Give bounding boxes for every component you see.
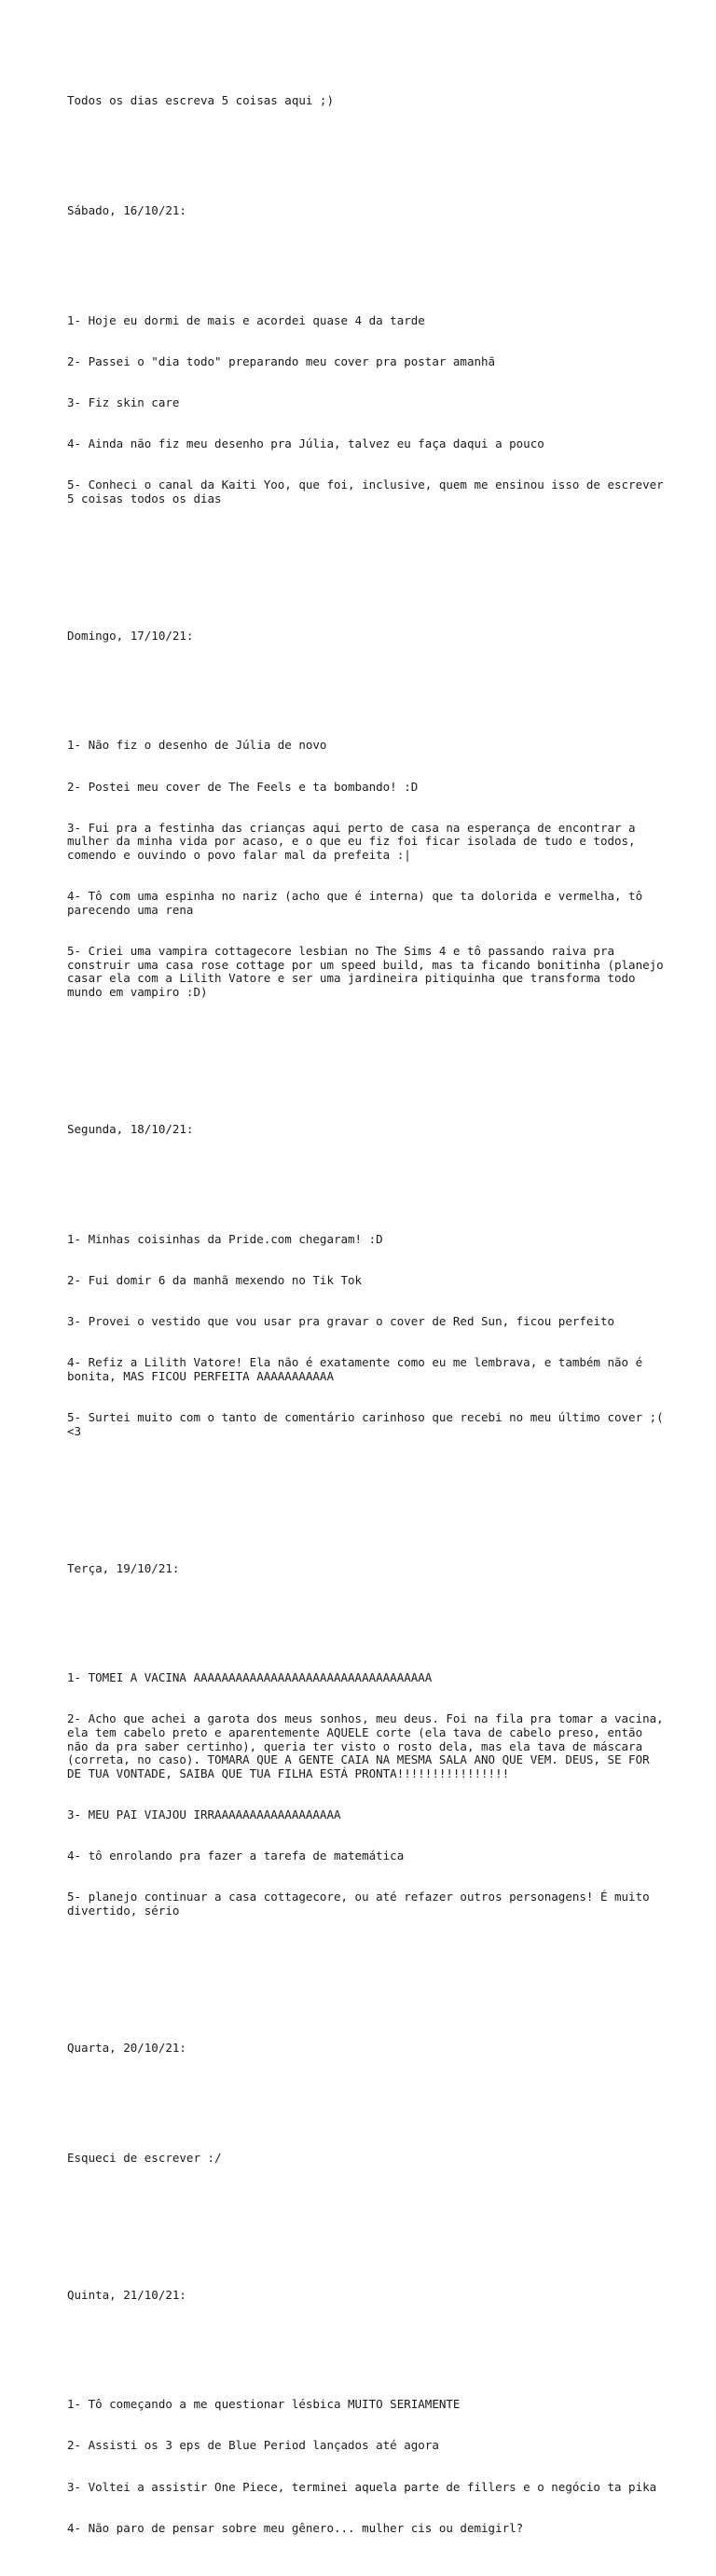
list-item: 5- Surtei muito com o tanto de comentário carinhoso que recebi no meu último cover ;( <3	[67, 1409, 671, 1438]
day-heading: Sábado, 16/10/21:	[67, 203, 186, 218]
day-heading: Segunda, 18/10/21:	[67, 1122, 194, 1137]
list-item: 1- Não fiz o desenho de Júlia de novo	[67, 738, 327, 753]
day-entries	[67, 2124, 664, 2193]
document-page	[67, 67, 671, 2576]
day-heading: Quinta, 21/10/21:	[67, 2287, 186, 2302]
intro-line: Todos os dias escreva 5 coisas aqui ;)	[67, 93, 334, 108]
day-entries	[67, 1205, 671, 1465]
list-item: 4- tô enrolando pra fazer a tarefa de matemática	[67, 1849, 405, 1863]
list-item: 4- Tô com uma espinha no nariz (acho que é interna) que ta dolorida e vermelha, tô parecendo uma rena	[67, 889, 650, 917]
list-item: 3- Fui pra a festinha das crianças aqui perto de casa na esperança de encontrar a mulher da minha vida por acaso, e o que eu fiz foi ficar isolada de tudo e todos, comendo e ouvindo o povo falar mal da prefeita :|	[67, 820, 643, 863]
day-entries	[67, 1644, 671, 1946]
list-item: 5- planejo continuar a casa cottagecore, ou até refazer outros personagens! É muito divertido, sério	[67, 1890, 657, 1918]
day-heading: Domingo, 17/10/21:	[67, 628, 194, 643]
list-item: 4- Não paro de pensar sobre meu gênero... mulher cis ou demigirl?	[67, 2520, 524, 2535]
list-item: 2- Passei o "dia todo" preparando meu cover pra postar amanhã	[67, 353, 496, 368]
day-heading: Terça, 19/10/21:	[67, 1560, 180, 1575]
list-item: 2- Assisti os 3 eps de Blue Period lançados até agora	[67, 2438, 439, 2453]
list-item: 1- Tô começando a me questionar lésbica MUITO SERIAMENTE	[67, 2397, 461, 2412]
list-item: 1- Minhas coisinhas da Pride.com chegaram! :D	[67, 1231, 383, 1246]
list-item: Esqueci de escrever :/	[67, 2150, 222, 2165]
list-item: 3- MEU PAI VIAJOU IRRAAAAAAAAAAAAAAAAAA	[67, 1807, 341, 1822]
list-item: 2- Acho que achei a garota dos meus sonhos, meu deus. Foi na fila pra tomar a vacina, ela tem cabelo preto e aparentemente AQUELE corte (ela tava de cabelo preso, então não da pra saber certinho), queria ter visto o rosto dela, mas ela tava de máscara (correta, no caso). TOMARA QUE A GENTE CAIA NA MESMA SALA ANO QUE VEM. DEUS, SE FOR DE TUA VONTADE, SAIBA QUE TUA FILHA ESTÁ PRONTA!!!!!!!!!!!!!!!!	[67, 1711, 671, 1781]
list-item: 2- Fui domir 6 da manhã mexendo no Tik Tok	[67, 1272, 363, 1287]
day-heading: Quarta, 20/10/21:	[67, 2041, 186, 2056]
day-entries	[67, 712, 671, 1027]
list-item: 3- Voltei a assistir One Piece, terminei aquela parte de fillers e o negócio ta pika	[67, 2479, 657, 2494]
day-entries	[67, 286, 671, 533]
list-item: 1- Hoje eu dormi de mais e acordei quase 4 da tarde	[67, 312, 425, 327]
list-item: 5- Conheci o canal da Kaiti Yoo, que foi, inclusive, quem me ensinou isso de escrever 5 coisas todos os dias	[67, 478, 671, 506]
day-entries	[67, 2371, 664, 2563]
list-item: 5- Criei uma vampira cottagecore lesbian no The Sims 4 e tô passando raiva pra construir uma casa rose cottage por um speed build, mas ta ficando bonitinha (planejo casar ela com a Lilith Vatore e ser uma jardineira pitiquinha que transforma todo mundo em vampiro :D)	[67, 943, 671, 1000]
list-item: 3- Provei o vestido que vou usar pra gravar o cover de Red Sun, ficou perfeito	[67, 1313, 614, 1328]
list-item: 3- Fiz skin care	[67, 395, 180, 409]
list-item: 1- TOMEI A VACINA AAAAAAAAAAAAAAAAAAAAAAAAAAAAAAAAAA	[67, 1670, 433, 1685]
list-item: 4- Ainda não fiz meu desenho pra Júlia, talvez eu faça daqui a pouco	[67, 436, 544, 450]
list-item: 4- Refiz a Lilith Vatore! Ela não é exatamente como eu me lembrava, e também não é bonita, MAS FICOU PERFEITA AAAAAAAAAAA	[67, 1355, 650, 1383]
list-item: 2- Postei meu cover de The Feels e ta bombando! :D	[67, 779, 419, 794]
spacer	[67, 136, 664, 150]
